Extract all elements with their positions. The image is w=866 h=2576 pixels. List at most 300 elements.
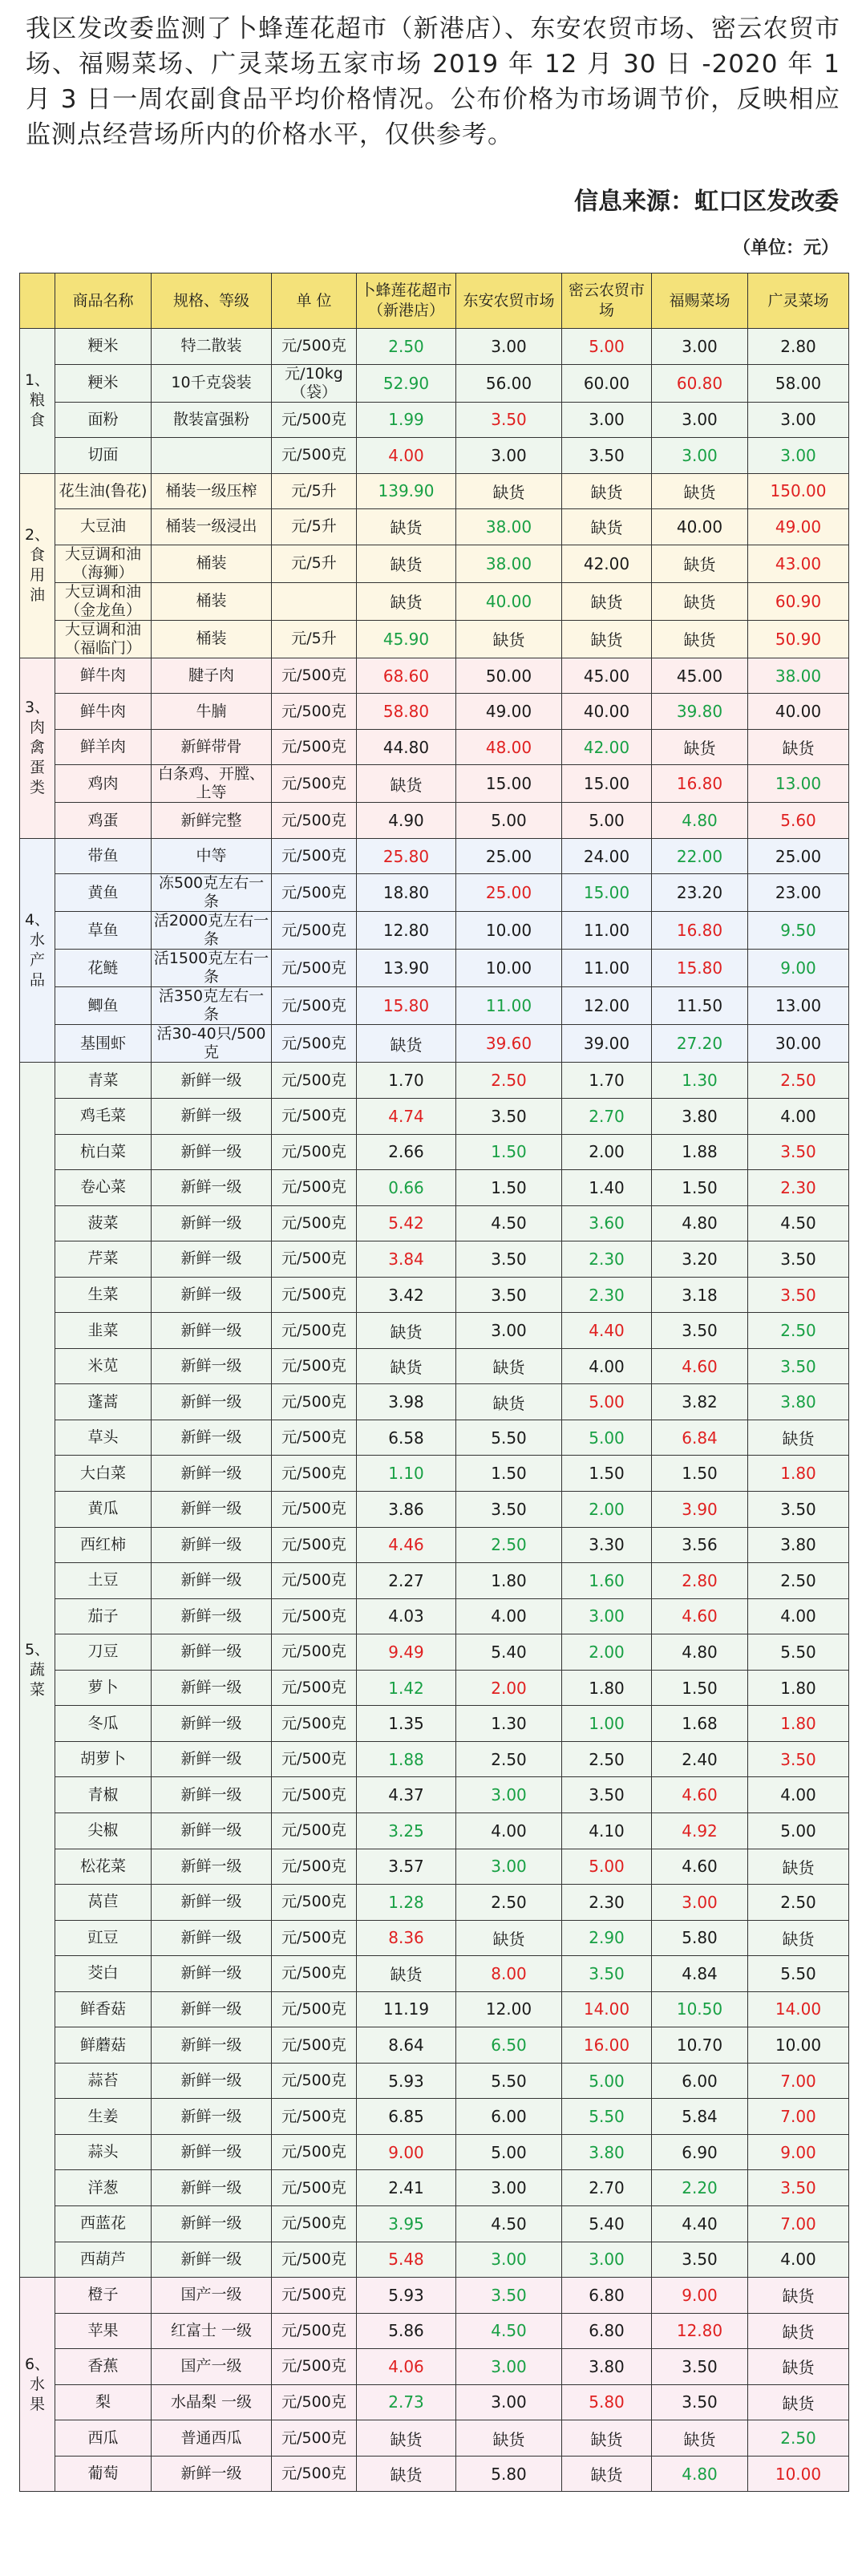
price-cell: 6.00 bbox=[456, 2099, 562, 2135]
spec-cell: 白条鸡、开膛、上等 bbox=[152, 765, 272, 803]
product-name-cell: 鲜牛肉 bbox=[55, 658, 152, 694]
table-row bbox=[20, 1492, 849, 1528]
unit-cell: 元/500克 bbox=[272, 2349, 357, 2385]
table-row bbox=[20, 1313, 849, 1349]
price-cell: 4.50 bbox=[456, 1205, 562, 1241]
price-cell: 4.00 bbox=[357, 438, 456, 474]
spec-cell: 桶装一级压榨 bbox=[152, 473, 272, 509]
category-label: 3、肉禽蛋类 bbox=[20, 658, 55, 838]
price-cell: 3.00 bbox=[456, 1849, 562, 1885]
product-name-cell: 切面 bbox=[55, 438, 152, 474]
price-cell: 缺货 bbox=[748, 729, 849, 765]
product-name-cell: 花鲢 bbox=[55, 950, 152, 987]
product-name-cell: 胡萝卜 bbox=[55, 1741, 152, 1777]
price-cell: 缺货 bbox=[357, 765, 456, 803]
spec-cell: 新鲜一级 bbox=[152, 1706, 272, 1742]
product-name-cell: 鲜蘑菇 bbox=[55, 2027, 152, 2064]
spec-cell: 新鲜一级 bbox=[152, 1741, 272, 1777]
price-cell: 9.49 bbox=[357, 1634, 456, 1671]
price-cell: 1.50 bbox=[456, 1170, 562, 1206]
price-cell: 23.00 bbox=[748, 874, 849, 912]
price-cell: 3.00 bbox=[456, 1777, 562, 1813]
price-cell: 3.00 bbox=[456, 2384, 562, 2420]
price-cell: 1.10 bbox=[357, 1456, 456, 1492]
price-cell: 2.50 bbox=[357, 329, 456, 365]
product-name-cell: 生姜 bbox=[55, 2099, 152, 2135]
price-cell: 2.00 bbox=[456, 1670, 562, 1706]
spec-cell: 中等 bbox=[152, 838, 272, 874]
table-row bbox=[20, 950, 849, 987]
price-cell: 3.50 bbox=[562, 438, 652, 474]
unit-cell: 元/500克 bbox=[272, 2027, 357, 2064]
price-cell: 38.00 bbox=[456, 545, 562, 582]
price-cell: 3.42 bbox=[357, 1277, 456, 1313]
unit-cell: 元/500克 bbox=[272, 1170, 357, 1206]
unit-cell: 元/500克 bbox=[272, 1063, 357, 1099]
spec-cell: 新鲜一级 bbox=[152, 1205, 272, 1241]
spec-cell: 新鲜一级 bbox=[152, 1277, 272, 1313]
product-name-cell: 大豆调和油（福临门） bbox=[55, 620, 152, 658]
price-cell: 16.80 bbox=[652, 765, 748, 803]
spec-cell: 新鲜一级 bbox=[152, 1885, 272, 1921]
price-cell: 12.00 bbox=[456, 1991, 562, 2027]
header-market-lotus: 卜蜂莲花超市（新港店） bbox=[357, 273, 456, 329]
price-cell: 6.80 bbox=[562, 2278, 652, 2314]
spec-cell: 普通西瓜 bbox=[152, 2420, 272, 2457]
price-cell: 2.00 bbox=[562, 1634, 652, 1671]
price-cell: 2.50 bbox=[456, 1527, 562, 1563]
price-cell: 48.00 bbox=[456, 729, 562, 765]
unit-cell: 元/500克 bbox=[272, 1670, 357, 1706]
product-name-cell: 西蓝花 bbox=[55, 2205, 152, 2242]
header-market-dongan: 东安农贸市场 bbox=[456, 273, 562, 329]
price-cell: 5.42 bbox=[357, 1205, 456, 1241]
product-name-cell: 米苋 bbox=[55, 1348, 152, 1384]
table-row bbox=[20, 2384, 849, 2420]
price-cell: 3.00 bbox=[562, 1598, 652, 1634]
price-cell: 1.80 bbox=[748, 1670, 849, 1706]
price-cell: 3.00 bbox=[652, 438, 748, 474]
price-cell: 60.80 bbox=[652, 364, 748, 402]
price-cell: 6.58 bbox=[357, 1420, 456, 1456]
price-cell: 缺货 bbox=[652, 2420, 748, 2457]
table-row bbox=[20, 2456, 849, 2492]
price-cell: 27.20 bbox=[652, 1025, 748, 1063]
table-row bbox=[20, 2420, 849, 2457]
unit-cell: 元/5升 bbox=[272, 473, 357, 509]
table-row bbox=[20, 1170, 849, 1206]
price-cell: 缺货 bbox=[652, 620, 748, 658]
spec-cell: 散装富强粉 bbox=[152, 402, 272, 438]
price-cell: 0.66 bbox=[357, 1170, 456, 1206]
unit-cell: 元/500克 bbox=[272, 1956, 357, 1992]
table-row bbox=[20, 1563, 849, 1599]
product-name-cell: 尖椒 bbox=[55, 1813, 152, 1849]
price-cell: 5.80 bbox=[456, 2456, 562, 2492]
product-name-cell: 香蕉 bbox=[55, 2349, 152, 2385]
table-row bbox=[20, 1420, 849, 1456]
product-name-cell: 大豆油 bbox=[55, 509, 152, 545]
price-cell: 3.50 bbox=[652, 2349, 748, 2385]
price-cell: 2.50 bbox=[562, 1741, 652, 1777]
price-cell: 4.37 bbox=[357, 1777, 456, 1813]
spec-cell: 新鲜一级 bbox=[152, 2456, 272, 2492]
price-cell: 5.40 bbox=[456, 1634, 562, 1671]
price-cell: 5.93 bbox=[357, 2278, 456, 2314]
price-cell: 5.93 bbox=[357, 2063, 456, 2099]
table-row bbox=[20, 2134, 849, 2170]
price-cell: 缺货 bbox=[357, 1956, 456, 1992]
product-name-cell: 洋葱 bbox=[55, 2170, 152, 2206]
unit-cell: 元/500克 bbox=[272, 2170, 357, 2206]
spec-cell: 新鲜一级 bbox=[152, 1099, 272, 1135]
price-cell: 缺货 bbox=[456, 620, 562, 658]
price-cell: 缺货 bbox=[748, 2313, 849, 2349]
price-cell: 3.86 bbox=[357, 1492, 456, 1528]
product-name-cell: 卷心菜 bbox=[55, 1170, 152, 1206]
table-row bbox=[20, 694, 849, 730]
spec-cell: 新鲜一级 bbox=[152, 1634, 272, 1671]
price-cell: 3.00 bbox=[456, 329, 562, 365]
price-cell: 缺货 bbox=[456, 473, 562, 509]
price-cell: 3.60 bbox=[562, 1205, 652, 1241]
spec-cell: 牛腩 bbox=[152, 694, 272, 730]
price-cell: 11.19 bbox=[357, 1991, 456, 2027]
price-cell: 2.50 bbox=[748, 1063, 849, 1099]
table-row bbox=[20, 1205, 849, 1241]
spec-cell: 新鲜一级 bbox=[152, 1563, 272, 1599]
table-row bbox=[20, 1956, 849, 1992]
price-cell: 3.82 bbox=[652, 1384, 748, 1420]
price-cell: 3.00 bbox=[456, 2242, 562, 2278]
price-cell: 4.50 bbox=[456, 2205, 562, 2242]
table-row bbox=[20, 2349, 849, 2385]
product-name-cell: 杭白菜 bbox=[55, 1134, 152, 1170]
price-cell: 45.90 bbox=[357, 620, 456, 658]
price-cell: 15.00 bbox=[562, 874, 652, 912]
spec-cell: 10千克袋装 bbox=[152, 364, 272, 402]
table-row bbox=[20, 1706, 849, 1742]
table-row bbox=[20, 1134, 849, 1170]
price-cell: 缺货 bbox=[357, 509, 456, 545]
spec-cell: 新鲜一级 bbox=[152, 1849, 272, 1885]
price-cell: 3.50 bbox=[652, 2384, 748, 2420]
spec-cell: 新鲜一级 bbox=[152, 1456, 272, 1492]
price-cell: 2.50 bbox=[456, 1741, 562, 1777]
product-name-cell: 萝卜 bbox=[55, 1670, 152, 1706]
price-cell: 缺货 bbox=[748, 2384, 849, 2420]
price-cell: 4.00 bbox=[456, 1598, 562, 1634]
table-row bbox=[20, 2063, 849, 2099]
price-cell: 9.50 bbox=[748, 912, 849, 950]
price-cell: 1.35 bbox=[357, 1706, 456, 1742]
price-cell: 4.80 bbox=[652, 1205, 748, 1241]
price-cell: 13.00 bbox=[748, 765, 849, 803]
table-row bbox=[20, 1456, 849, 1492]
price-cell: 1.50 bbox=[456, 1456, 562, 1492]
price-cell: 3.50 bbox=[456, 2278, 562, 2314]
price-cell: 40.00 bbox=[748, 694, 849, 730]
price-cell: 1.50 bbox=[652, 1170, 748, 1206]
table-row bbox=[20, 2205, 849, 2242]
spec-cell: 新鲜一级 bbox=[152, 2027, 272, 2064]
table-row bbox=[20, 658, 849, 694]
price-cell: 4.00 bbox=[748, 2242, 849, 2278]
price-cell: 缺货 bbox=[562, 473, 652, 509]
spec-cell: 冻500克左右一条 bbox=[152, 874, 272, 912]
product-name-cell: 韭菜 bbox=[55, 1313, 152, 1349]
spec-cell: 新鲜一级 bbox=[152, 2134, 272, 2170]
table-row bbox=[20, 2242, 849, 2278]
price-cell: 5.50 bbox=[456, 2063, 562, 2099]
price-cell: 6.80 bbox=[562, 2313, 652, 2349]
price-cell: 3.84 bbox=[357, 1241, 456, 1278]
price-cell: 1.30 bbox=[456, 1706, 562, 1742]
price-cell: 3.50 bbox=[562, 1777, 652, 1813]
table-row bbox=[20, 1527, 849, 1563]
category-label: 2、食用油 bbox=[20, 473, 55, 658]
price-cell: 2.50 bbox=[748, 2420, 849, 2457]
product-name-cell: 葡萄 bbox=[55, 2456, 152, 2492]
price-cell: 4.03 bbox=[357, 1598, 456, 1634]
spec-cell: 水晶梨 一级 bbox=[152, 2384, 272, 2420]
price-cell: 22.00 bbox=[652, 838, 748, 874]
price-cell: 3.80 bbox=[748, 1384, 849, 1420]
price-cell: 缺货 bbox=[456, 1348, 562, 1384]
spec-cell: 腱子肉 bbox=[152, 658, 272, 694]
price-cell: 缺货 bbox=[357, 1348, 456, 1384]
price-cell: 15.80 bbox=[652, 950, 748, 987]
price-cell: 缺货 bbox=[562, 582, 652, 620]
price-cell: 缺货 bbox=[652, 545, 748, 582]
price-cell: 11.00 bbox=[562, 912, 652, 950]
header-unit: 单 位 bbox=[272, 273, 357, 329]
price-cell: 1.00 bbox=[562, 1706, 652, 1742]
spec-cell bbox=[152, 438, 272, 474]
price-cell: 1.60 bbox=[562, 1563, 652, 1599]
table-row bbox=[20, 473, 849, 509]
price-cell: 11.00 bbox=[456, 987, 562, 1025]
price-cell: 50.00 bbox=[456, 658, 562, 694]
product-name-cell: 青椒 bbox=[55, 1777, 152, 1813]
table-row bbox=[20, 1099, 849, 1135]
price-cell: 2.73 bbox=[357, 2384, 456, 2420]
price-cell: 4.50 bbox=[456, 2313, 562, 2349]
unit-cell: 元/500克 bbox=[272, 838, 357, 874]
table-row bbox=[20, 2278, 849, 2314]
price-cell: 1.99 bbox=[357, 402, 456, 438]
price-cell: 1.80 bbox=[748, 1456, 849, 1492]
product-name-cell: 西瓜 bbox=[55, 2420, 152, 2457]
price-cell: 3.50 bbox=[748, 1277, 849, 1313]
price-cell: 9.00 bbox=[652, 2278, 748, 2314]
price-cell: 缺货 bbox=[652, 729, 748, 765]
price-cell: 2.27 bbox=[357, 1563, 456, 1599]
table-row bbox=[20, 1384, 849, 1420]
unit-cell: 元/500克 bbox=[272, 912, 357, 950]
price-cell: 3.50 bbox=[748, 2170, 849, 2206]
spec-cell: 新鲜一级 bbox=[152, 1991, 272, 2027]
table-row bbox=[20, 874, 849, 912]
price-cell: 18.80 bbox=[357, 874, 456, 912]
price-cell: 25.00 bbox=[456, 838, 562, 874]
price-cell: 缺货 bbox=[562, 509, 652, 545]
price-cell: 6.84 bbox=[652, 1420, 748, 1456]
unit-cell: 元/500克 bbox=[272, 1885, 357, 1921]
product-name-cell: 大豆调和油（金龙鱼） bbox=[55, 582, 152, 620]
product-name-cell: 大豆调和油（海狮） bbox=[55, 545, 152, 582]
price-cell: 8.00 bbox=[456, 1956, 562, 1992]
info-source: 信息来源：虹口区发改委 bbox=[574, 188, 839, 216]
spec-cell: 新鲜一级 bbox=[152, 1384, 272, 1420]
unit-cell: 元/500克 bbox=[272, 1456, 357, 1492]
table-row bbox=[20, 329, 849, 365]
unit-cell: 元/500克 bbox=[272, 1706, 357, 1742]
unit-cell: 元/500克 bbox=[272, 2313, 357, 2349]
table-row bbox=[20, 402, 849, 438]
price-cell: 5.60 bbox=[748, 803, 849, 839]
price-cell: 3.00 bbox=[748, 438, 849, 474]
product-name-cell: 豇豆 bbox=[55, 1920, 152, 1956]
price-cell: 60.90 bbox=[748, 582, 849, 620]
spec-cell: 新鲜一级 bbox=[152, 1170, 272, 1206]
product-name-cell: 莴苣 bbox=[55, 1885, 152, 1921]
price-cell: 3.50 bbox=[748, 1492, 849, 1528]
price-cell: 39.80 bbox=[652, 694, 748, 730]
spec-cell: 新鲜一级 bbox=[152, 1670, 272, 1706]
price-cell: 13.00 bbox=[748, 987, 849, 1025]
price-cell: 1.80 bbox=[456, 1563, 562, 1599]
price-cell: 3.57 bbox=[357, 1849, 456, 1885]
intro-paragraph: 我区发改委监测了卜蜂莲花超市（新港店）、东安农贸市场、密云农贸市场、福赐菜场、广灵菜场五家市场 2019 年 12 月 30 日 -2020 年 1 月 3 日一周农副食品平均价格情况。公布价格为市场调节价，反映相应监测点经营场所内的价格水平，仅供参考。 bbox=[26, 14, 840, 149]
price-cell: 3.98 bbox=[357, 1384, 456, 1420]
unit-cell: 元/500克 bbox=[272, 2420, 357, 2457]
price-cell: 3.00 bbox=[562, 402, 652, 438]
price-cell: 4.00 bbox=[748, 1598, 849, 1634]
category-label: 1、粮食 bbox=[20, 329, 55, 474]
price-cell: 10.00 bbox=[456, 950, 562, 987]
unit-cell: 元/500克 bbox=[272, 2242, 357, 2278]
price-cell: 25.00 bbox=[748, 838, 849, 874]
price-cell: 12.80 bbox=[357, 912, 456, 950]
price-cell: 9.00 bbox=[748, 950, 849, 987]
price-cell: 9.00 bbox=[748, 2134, 849, 2170]
price-cell: 49.00 bbox=[456, 694, 562, 730]
product-name-cell: 粳米 bbox=[55, 329, 152, 365]
price-cell: 2.70 bbox=[562, 2170, 652, 2206]
price-cell: 2.30 bbox=[748, 1170, 849, 1206]
product-name-cell: 鸡肉 bbox=[55, 765, 152, 803]
price-cell: 3.20 bbox=[652, 1241, 748, 1278]
table-row bbox=[20, 2099, 849, 2135]
price-cell: 缺货 bbox=[357, 2420, 456, 2457]
price-cell: 4.74 bbox=[357, 1099, 456, 1135]
price-cell: 150.00 bbox=[748, 473, 849, 509]
category-label: 5、蔬菜 bbox=[20, 1063, 55, 2278]
price-cell: 25.80 bbox=[357, 838, 456, 874]
price-cell: 5.50 bbox=[748, 1956, 849, 1992]
price-cell: 10.50 bbox=[652, 1991, 748, 2027]
price-cell: 4.92 bbox=[652, 1813, 748, 1849]
price-cell: 2.20 bbox=[652, 2170, 748, 2206]
price-cell: 1.80 bbox=[748, 1706, 849, 1742]
price-cell: 2.50 bbox=[456, 1885, 562, 1921]
price-cell: 52.90 bbox=[357, 364, 456, 402]
price-cell: 2.30 bbox=[562, 1885, 652, 1921]
table-row bbox=[20, 1025, 849, 1063]
product-name-cell: 鲜羊肉 bbox=[55, 729, 152, 765]
product-name-cell: 茭白 bbox=[55, 1956, 152, 1992]
price-cell: 4.80 bbox=[652, 1634, 748, 1671]
unit-cell: 元/500克 bbox=[272, 874, 357, 912]
price-cell: 23.20 bbox=[652, 874, 748, 912]
product-name-cell: 草鱼 bbox=[55, 912, 152, 950]
price-cell: 3.30 bbox=[562, 1527, 652, 1563]
product-name-cell: 鸡毛菜 bbox=[55, 1099, 152, 1135]
product-name-cell: 鲜香菇 bbox=[55, 1991, 152, 2027]
spec-cell: 新鲜一级 bbox=[152, 1920, 272, 1956]
table-row bbox=[20, 729, 849, 765]
price-cell: 3.80 bbox=[562, 2349, 652, 2385]
spec-cell: 桶装一级浸出 bbox=[152, 509, 272, 545]
price-cell: 15.00 bbox=[456, 765, 562, 803]
product-name-cell: 蒜头 bbox=[55, 2134, 152, 2170]
price-cell: 3.50 bbox=[562, 1956, 652, 1992]
price-cell: 缺货 bbox=[748, 2278, 849, 2314]
unit-cell: 元/500克 bbox=[272, 2205, 357, 2242]
table-row bbox=[20, 1670, 849, 1706]
price-cell: 3.00 bbox=[562, 2242, 652, 2278]
price-cell: 139.90 bbox=[357, 473, 456, 509]
price-cell: 45.00 bbox=[652, 658, 748, 694]
price-cell: 3.25 bbox=[357, 1813, 456, 1849]
price-cell: 2.40 bbox=[652, 1741, 748, 1777]
spec-cell: 活2000克左右一条 bbox=[152, 912, 272, 950]
price-cell: 10.00 bbox=[748, 2456, 849, 2492]
price-cell: 49.00 bbox=[748, 509, 849, 545]
price-cell: 5.48 bbox=[357, 2242, 456, 2278]
price-cell: 4.60 bbox=[652, 1849, 748, 1885]
table-row bbox=[20, 1634, 849, 1671]
price-cell: 40.00 bbox=[456, 582, 562, 620]
spec-cell: 新鲜一级 bbox=[152, 1134, 272, 1170]
product-name-cell: 松花菜 bbox=[55, 1849, 152, 1885]
spec-cell: 特二散装 bbox=[152, 329, 272, 365]
price-cell: 3.50 bbox=[652, 1313, 748, 1349]
price-cell: 3.80 bbox=[748, 1527, 849, 1563]
price-cell: 缺货 bbox=[748, 1420, 849, 1456]
unit-cell: 元/500克 bbox=[272, 1492, 357, 1528]
unit-cell: 元/500克 bbox=[272, 2063, 357, 2099]
table-row bbox=[20, 1598, 849, 1634]
header-market-miyun: 密云农贸市场 bbox=[562, 273, 652, 329]
price-cell: 4.10 bbox=[562, 1813, 652, 1849]
spec-cell: 红富士 一级 bbox=[152, 2313, 272, 2349]
price-cell: 3.00 bbox=[652, 1885, 748, 1921]
product-name-cell: 鲫鱼 bbox=[55, 987, 152, 1025]
price-cell: 5.00 bbox=[562, 803, 652, 839]
price-cell: 11.00 bbox=[562, 950, 652, 987]
table-row bbox=[20, 1741, 849, 1777]
price-cell: 3.50 bbox=[748, 1241, 849, 1278]
price-cell: 缺货 bbox=[456, 1384, 562, 1420]
unit-cell: 元/500克 bbox=[272, 1134, 357, 1170]
price-cell: 5.00 bbox=[562, 1849, 652, 1885]
price-cell: 11.50 bbox=[652, 987, 748, 1025]
price-cell: 缺货 bbox=[357, 545, 456, 582]
price-cell: 5.00 bbox=[562, 1420, 652, 1456]
table-row bbox=[20, 765, 849, 803]
